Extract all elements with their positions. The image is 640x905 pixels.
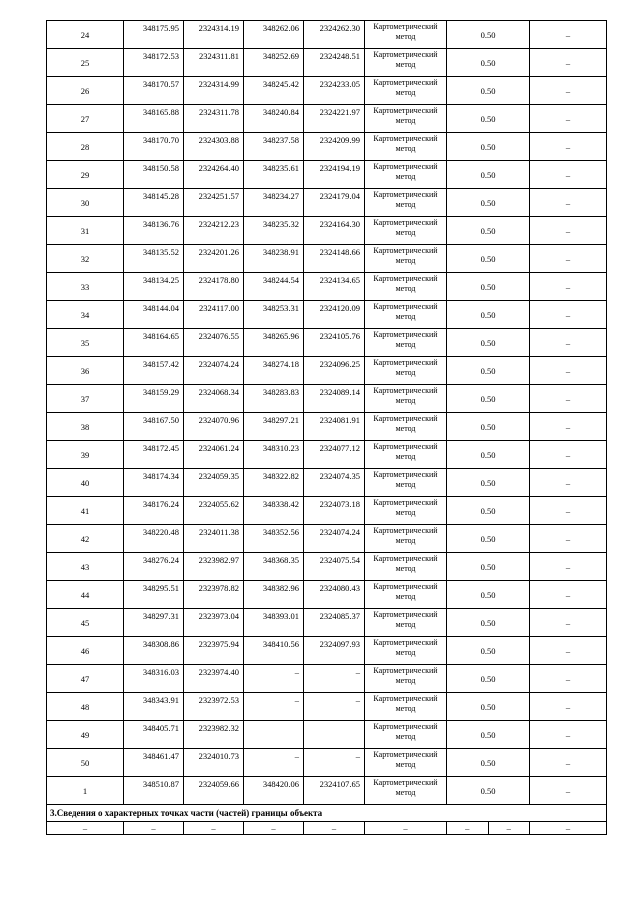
y-coordinate-alt: 2324262.30 bbox=[304, 21, 365, 49]
y-coordinate-alt: 2324085.37 bbox=[304, 609, 365, 637]
x-coordinate: 348159.29 bbox=[124, 385, 184, 413]
point-number: 32 bbox=[47, 245, 124, 273]
note-cell: – bbox=[530, 637, 607, 665]
note-cell: – bbox=[530, 665, 607, 693]
x-coordinate: 348145.28 bbox=[124, 189, 184, 217]
accuracy-value: 0.50 bbox=[447, 189, 530, 217]
x-coordinate-alt: 348352.56 bbox=[244, 525, 304, 553]
note-cell: – bbox=[530, 777, 607, 805]
x-coordinate: 348174.34 bbox=[124, 469, 184, 497]
table-row bbox=[47, 822, 607, 835]
x-coordinate: 348170.70 bbox=[124, 133, 184, 161]
method-cell: Картометрический метод bbox=[365, 21, 447, 49]
x-coordinate: 348150.58 bbox=[124, 161, 184, 189]
y-coordinate: 2323975.94 bbox=[184, 637, 244, 665]
point-number: 39 bbox=[47, 441, 124, 469]
table-row bbox=[47, 357, 607, 385]
method-cell: Картометрический метод bbox=[365, 273, 447, 301]
table-row bbox=[47, 497, 607, 525]
point-number: 46 bbox=[47, 637, 124, 665]
method-cell: Картометрический метод bbox=[365, 357, 447, 385]
y-coordinate: 2324264.40 bbox=[184, 161, 244, 189]
y-coordinate: 2324070.96 bbox=[184, 413, 244, 441]
x-coordinate-alt: 348245.42 bbox=[244, 77, 304, 105]
table-row bbox=[47, 665, 607, 693]
method-cell: Картометрический метод bbox=[365, 665, 447, 693]
y-coordinate-alt: 2324105.76 bbox=[304, 329, 365, 357]
accuracy-value: 0.50 bbox=[447, 161, 530, 189]
y-coordinate: 2323978.82 bbox=[184, 581, 244, 609]
empty-cell: – bbox=[506, 823, 511, 833]
y-coordinate: 2324010.73 bbox=[184, 749, 244, 777]
x-coordinate: 348175.95 bbox=[124, 21, 184, 49]
point-number: 45 bbox=[47, 609, 124, 637]
y-coordinate-alt: 2324107.65 bbox=[304, 777, 365, 805]
empty-cell: – bbox=[47, 822, 124, 835]
accuracy-value: 0.50 bbox=[447, 525, 530, 553]
y-coordinate-alt: – bbox=[304, 665, 365, 693]
table-row bbox=[47, 749, 607, 777]
table-row bbox=[47, 245, 607, 273]
y-coordinate-alt: 2324089.14 bbox=[304, 385, 365, 413]
y-coordinate-alt: 2324148.66 bbox=[304, 245, 365, 273]
y-coordinate-alt: 2324097.93 bbox=[304, 637, 365, 665]
method-cell: Картометрический метод bbox=[365, 245, 447, 273]
point-number: 31 bbox=[47, 217, 124, 245]
note-cell: – bbox=[530, 105, 607, 133]
x-coordinate: 348405.71 bbox=[124, 721, 184, 749]
table-row bbox=[47, 553, 607, 581]
x-coordinate-alt: 348252.69 bbox=[244, 49, 304, 77]
point-number: 38 bbox=[47, 413, 124, 441]
table-row bbox=[47, 329, 607, 357]
x-coordinate-alt: 348420.06 bbox=[244, 777, 304, 805]
x-coordinate-alt: 348322.82 bbox=[244, 469, 304, 497]
accuracy-value: 0.50 bbox=[447, 77, 530, 105]
point-number: 43 bbox=[47, 553, 124, 581]
x-coordinate: 348220.48 bbox=[124, 525, 184, 553]
accuracy-value: 0.50 bbox=[447, 413, 530, 441]
accuracy-value: 0.50 bbox=[447, 469, 530, 497]
method-cell: Картометрический метод bbox=[365, 413, 447, 441]
table-row bbox=[47, 777, 607, 805]
table-row bbox=[47, 637, 607, 665]
method-cell: Картометрический метод bbox=[365, 77, 447, 105]
accuracy-value: 0.50 bbox=[447, 217, 530, 245]
x-coordinate-alt: 348244.54 bbox=[244, 273, 304, 301]
x-coordinate: 348276.24 bbox=[124, 553, 184, 581]
table-row bbox=[47, 21, 607, 49]
section-title: 3.Сведения о характерных точках части (частей) границы объекта bbox=[47, 805, 607, 822]
y-coordinate: 2324212.23 bbox=[184, 217, 244, 245]
note-cell: – bbox=[530, 413, 607, 441]
note-cell: – bbox=[530, 77, 607, 105]
x-coordinate-alt: 348253.31 bbox=[244, 301, 304, 329]
empty-cell: – bbox=[184, 822, 244, 835]
y-coordinate: 2324311.81 bbox=[184, 49, 244, 77]
section-header-row bbox=[47, 805, 607, 822]
point-number: 30 bbox=[47, 189, 124, 217]
note-cell: – bbox=[530, 749, 607, 777]
point-number: 41 bbox=[47, 497, 124, 525]
table-row bbox=[47, 525, 607, 553]
y-coordinate-alt: 2324081.91 bbox=[304, 413, 365, 441]
note-cell: – bbox=[530, 21, 607, 49]
point-number: 33 bbox=[47, 273, 124, 301]
table-row bbox=[47, 161, 607, 189]
y-coordinate: 2324011.38 bbox=[184, 525, 244, 553]
y-coordinate: 2324201.26 bbox=[184, 245, 244, 273]
method-cell: Картометрический метод bbox=[365, 105, 447, 133]
method-cell: Картометрический метод bbox=[365, 301, 447, 329]
table-row bbox=[47, 413, 607, 441]
y-coordinate: 2323982.32 bbox=[184, 721, 244, 749]
y-coordinate-alt: 2324164.30 bbox=[304, 217, 365, 245]
point-number: 44 bbox=[47, 581, 124, 609]
y-coordinate: 2324251.57 bbox=[184, 189, 244, 217]
x-coordinate-alt: 348382.96 bbox=[244, 581, 304, 609]
y-coordinate: 2323974.40 bbox=[184, 665, 244, 693]
note-cell: – bbox=[530, 385, 607, 413]
method-cell: Картометрический метод bbox=[365, 637, 447, 665]
point-number: 35 bbox=[47, 329, 124, 357]
y-coordinate-alt: 2324096.25 bbox=[304, 357, 365, 385]
y-coordinate-alt: 2324074.24 bbox=[304, 525, 365, 553]
x-coordinate: 348135.52 bbox=[124, 245, 184, 273]
x-coordinate-alt: 348235.61 bbox=[244, 161, 304, 189]
y-coordinate-alt: 2324120.09 bbox=[304, 301, 365, 329]
empty-cell: – bbox=[447, 822, 489, 834]
x-coordinate: 348157.42 bbox=[124, 357, 184, 385]
note-cell: – bbox=[530, 553, 607, 581]
x-coordinate-alt: 348274.18 bbox=[244, 357, 304, 385]
point-number: 36 bbox=[47, 357, 124, 385]
note-cell: – bbox=[530, 245, 607, 273]
split-cell bbox=[447, 822, 530, 835]
y-coordinate: 2324178.80 bbox=[184, 273, 244, 301]
x-coordinate-alt: 348368.35 bbox=[244, 553, 304, 581]
note-cell: – bbox=[530, 217, 607, 245]
y-coordinate: 2324314.19 bbox=[184, 21, 244, 49]
x-coordinate: 348295.51 bbox=[124, 581, 184, 609]
x-coordinate-alt: 348265.96 bbox=[244, 329, 304, 357]
method-cell: Картометрический метод bbox=[365, 609, 447, 637]
method-cell: Картометрический метод bbox=[365, 329, 447, 357]
y-coordinate: 2324303.88 bbox=[184, 133, 244, 161]
table-row bbox=[47, 105, 607, 133]
y-coordinate-alt: 2324209.99 bbox=[304, 133, 365, 161]
document-page bbox=[46, 20, 606, 835]
x-coordinate: 348136.76 bbox=[124, 217, 184, 245]
table-row bbox=[47, 189, 607, 217]
method-cell: Картометрический метод bbox=[365, 469, 447, 497]
x-coordinate-alt: 348240.84 bbox=[244, 105, 304, 133]
empty-cell: – bbox=[530, 822, 607, 835]
table-row bbox=[47, 609, 607, 637]
accuracy-value: 0.50 bbox=[447, 693, 530, 721]
y-coordinate: 2324314.99 bbox=[184, 77, 244, 105]
note-cell: – bbox=[530, 161, 607, 189]
point-number: 28 bbox=[47, 133, 124, 161]
method-cell: Картометрический метод bbox=[365, 749, 447, 777]
method-cell: Картометрический метод bbox=[365, 721, 447, 749]
note-cell: – bbox=[530, 525, 607, 553]
x-coordinate: 348170.57 bbox=[124, 77, 184, 105]
table-row bbox=[47, 581, 607, 609]
x-coordinate: 348164.65 bbox=[124, 329, 184, 357]
accuracy-value: 0.50 bbox=[447, 581, 530, 609]
accuracy-value: 0.50 bbox=[447, 721, 530, 749]
method-cell: Картометрический метод bbox=[365, 49, 447, 77]
x-coordinate-alt bbox=[244, 721, 304, 749]
table-row bbox=[47, 721, 607, 749]
point-number: 25 bbox=[47, 49, 124, 77]
note-cell: – bbox=[530, 693, 607, 721]
accuracy-value: 0.50 bbox=[447, 553, 530, 581]
x-coordinate-alt: 348237.58 bbox=[244, 133, 304, 161]
x-coordinate: 348165.88 bbox=[124, 105, 184, 133]
x-coordinate-alt: 348235.32 bbox=[244, 217, 304, 245]
x-coordinate: 348172.45 bbox=[124, 441, 184, 469]
accuracy-value: 0.50 bbox=[447, 609, 530, 637]
x-coordinate-alt: 348310.23 bbox=[244, 441, 304, 469]
method-cell: Картометрический метод bbox=[365, 693, 447, 721]
point-number: 27 bbox=[47, 105, 124, 133]
accuracy-value: 0.50 bbox=[447, 301, 530, 329]
y-coordinate: 2323973.04 bbox=[184, 609, 244, 637]
accuracy-value: 0.50 bbox=[447, 49, 530, 77]
x-coordinate: 348134.25 bbox=[124, 273, 184, 301]
y-coordinate: 2324061.24 bbox=[184, 441, 244, 469]
note-cell: – bbox=[530, 721, 607, 749]
x-coordinate-alt: 348234.27 bbox=[244, 189, 304, 217]
x-coordinate-alt: 348262.06 bbox=[244, 21, 304, 49]
point-number: 26 bbox=[47, 77, 124, 105]
method-cell: Картометрический метод bbox=[365, 161, 447, 189]
x-coordinate-alt: 348410.56 bbox=[244, 637, 304, 665]
accuracy-value: 0.50 bbox=[447, 133, 530, 161]
point-number: 47 bbox=[47, 665, 124, 693]
accuracy-value: 0.50 bbox=[447, 385, 530, 413]
table-row bbox=[47, 133, 607, 161]
coordinates-table bbox=[46, 20, 607, 835]
point-number: 42 bbox=[47, 525, 124, 553]
y-coordinate: 2324068.34 bbox=[184, 385, 244, 413]
x-coordinate-alt: 348393.01 bbox=[244, 609, 304, 637]
x-coordinate-alt: – bbox=[244, 665, 304, 693]
y-coordinate-alt: 2324179.04 bbox=[304, 189, 365, 217]
x-coordinate: 348343.91 bbox=[124, 693, 184, 721]
y-coordinate-alt: – bbox=[304, 749, 365, 777]
y-coordinate-alt: 2324080.43 bbox=[304, 581, 365, 609]
y-coordinate: 2324311.78 bbox=[184, 105, 244, 133]
y-coordinate: 2324117.00 bbox=[184, 301, 244, 329]
point-number: 40 bbox=[47, 469, 124, 497]
empty-cell: – bbox=[124, 822, 184, 835]
table-row bbox=[47, 49, 607, 77]
empty-cell: – bbox=[244, 822, 304, 835]
accuracy-value: 0.50 bbox=[447, 21, 530, 49]
note-cell: – bbox=[530, 469, 607, 497]
x-coordinate-alt: 348338.42 bbox=[244, 497, 304, 525]
table-row bbox=[47, 217, 607, 245]
table-row bbox=[47, 385, 607, 413]
y-coordinate: 2323972.53 bbox=[184, 693, 244, 721]
y-coordinate-alt: 2324134.65 bbox=[304, 273, 365, 301]
y-coordinate-alt: – bbox=[304, 693, 365, 721]
method-cell: Картометрический метод bbox=[365, 525, 447, 553]
table-row bbox=[47, 441, 607, 469]
empty-cell: – bbox=[304, 822, 365, 835]
y-coordinate: 2324059.66 bbox=[184, 777, 244, 805]
y-coordinate: 2323982.97 bbox=[184, 553, 244, 581]
y-coordinate-alt: 2324075.54 bbox=[304, 553, 365, 581]
accuracy-value: 0.50 bbox=[447, 245, 530, 273]
point-number: 34 bbox=[47, 301, 124, 329]
y-coordinate-alt: 2324233.05 bbox=[304, 77, 365, 105]
x-coordinate-alt: – bbox=[244, 749, 304, 777]
x-coordinate-alt: 348283.83 bbox=[244, 385, 304, 413]
x-coordinate-alt: 348238.91 bbox=[244, 245, 304, 273]
point-number: 1 bbox=[47, 777, 124, 805]
note-cell: – bbox=[530, 273, 607, 301]
accuracy-value: 0.50 bbox=[447, 273, 530, 301]
method-cell: Картометрический метод bbox=[365, 217, 447, 245]
y-coordinate-alt: 2324077.12 bbox=[304, 441, 365, 469]
x-coordinate-alt: 348297.21 bbox=[244, 413, 304, 441]
method-cell: Картометрический метод bbox=[365, 497, 447, 525]
accuracy-value: 0.50 bbox=[447, 105, 530, 133]
note-cell: – bbox=[530, 357, 607, 385]
accuracy-value: 0.50 bbox=[447, 665, 530, 693]
accuracy-value: 0.50 bbox=[447, 497, 530, 525]
table-row bbox=[47, 77, 607, 105]
table-row bbox=[47, 469, 607, 497]
point-number: 49 bbox=[47, 721, 124, 749]
y-coordinate-alt: 2324248.51 bbox=[304, 49, 365, 77]
point-number: 37 bbox=[47, 385, 124, 413]
table-row bbox=[47, 693, 607, 721]
empty-cell: – bbox=[365, 822, 447, 835]
y-coordinate-alt: 2324073.18 bbox=[304, 497, 365, 525]
note-cell: – bbox=[530, 189, 607, 217]
method-cell: Картометрический метод bbox=[365, 581, 447, 609]
note-cell: – bbox=[530, 301, 607, 329]
y-coordinate: 2324059.35 bbox=[184, 469, 244, 497]
note-cell: – bbox=[530, 581, 607, 609]
x-coordinate: 348308.86 bbox=[124, 637, 184, 665]
y-coordinate-alt: 2324074.35 bbox=[304, 469, 365, 497]
note-cell: – bbox=[530, 609, 607, 637]
method-cell: Картометрический метод bbox=[365, 777, 447, 805]
y-coordinate: 2324074.24 bbox=[184, 357, 244, 385]
note-cell: – bbox=[530, 49, 607, 77]
table-row bbox=[47, 273, 607, 301]
note-cell: – bbox=[530, 497, 607, 525]
accuracy-value: 0.50 bbox=[447, 637, 530, 665]
y-coordinate-alt: 2324194.19 bbox=[304, 161, 365, 189]
table-row bbox=[47, 301, 607, 329]
y-coordinate-alt bbox=[304, 721, 365, 749]
accuracy-value: 0.50 bbox=[447, 441, 530, 469]
x-coordinate: 348510.87 bbox=[124, 777, 184, 805]
point-number: 50 bbox=[47, 749, 124, 777]
y-coordinate: 2324055.62 bbox=[184, 497, 244, 525]
point-number: 29 bbox=[47, 161, 124, 189]
method-cell: Картометрический метод bbox=[365, 553, 447, 581]
method-cell: Картометрический метод bbox=[365, 385, 447, 413]
x-coordinate-alt: – bbox=[244, 693, 304, 721]
accuracy-value: 0.50 bbox=[447, 777, 530, 805]
x-coordinate: 348461.47 bbox=[124, 749, 184, 777]
point-number: 24 bbox=[47, 21, 124, 49]
method-cell: Картометрический метод bbox=[365, 133, 447, 161]
x-coordinate: 348297.31 bbox=[124, 609, 184, 637]
accuracy-value: 0.50 bbox=[447, 329, 530, 357]
point-number: 48 bbox=[47, 693, 124, 721]
y-coordinate-alt: 2324221.97 bbox=[304, 105, 365, 133]
accuracy-value: 0.50 bbox=[447, 357, 530, 385]
x-coordinate: 348172.53 bbox=[124, 49, 184, 77]
x-coordinate: 348316.03 bbox=[124, 665, 184, 693]
method-cell: Картометрический метод bbox=[365, 441, 447, 469]
note-cell: – bbox=[530, 441, 607, 469]
x-coordinate: 348144.04 bbox=[124, 301, 184, 329]
accuracy-value: 0.50 bbox=[447, 749, 530, 777]
note-cell: – bbox=[530, 329, 607, 357]
x-coordinate: 348167.50 bbox=[124, 413, 184, 441]
note-cell: – bbox=[530, 133, 607, 161]
y-coordinate: 2324076.55 bbox=[184, 329, 244, 357]
x-coordinate: 348176.24 bbox=[124, 497, 184, 525]
method-cell: Картометрический метод bbox=[365, 189, 447, 217]
